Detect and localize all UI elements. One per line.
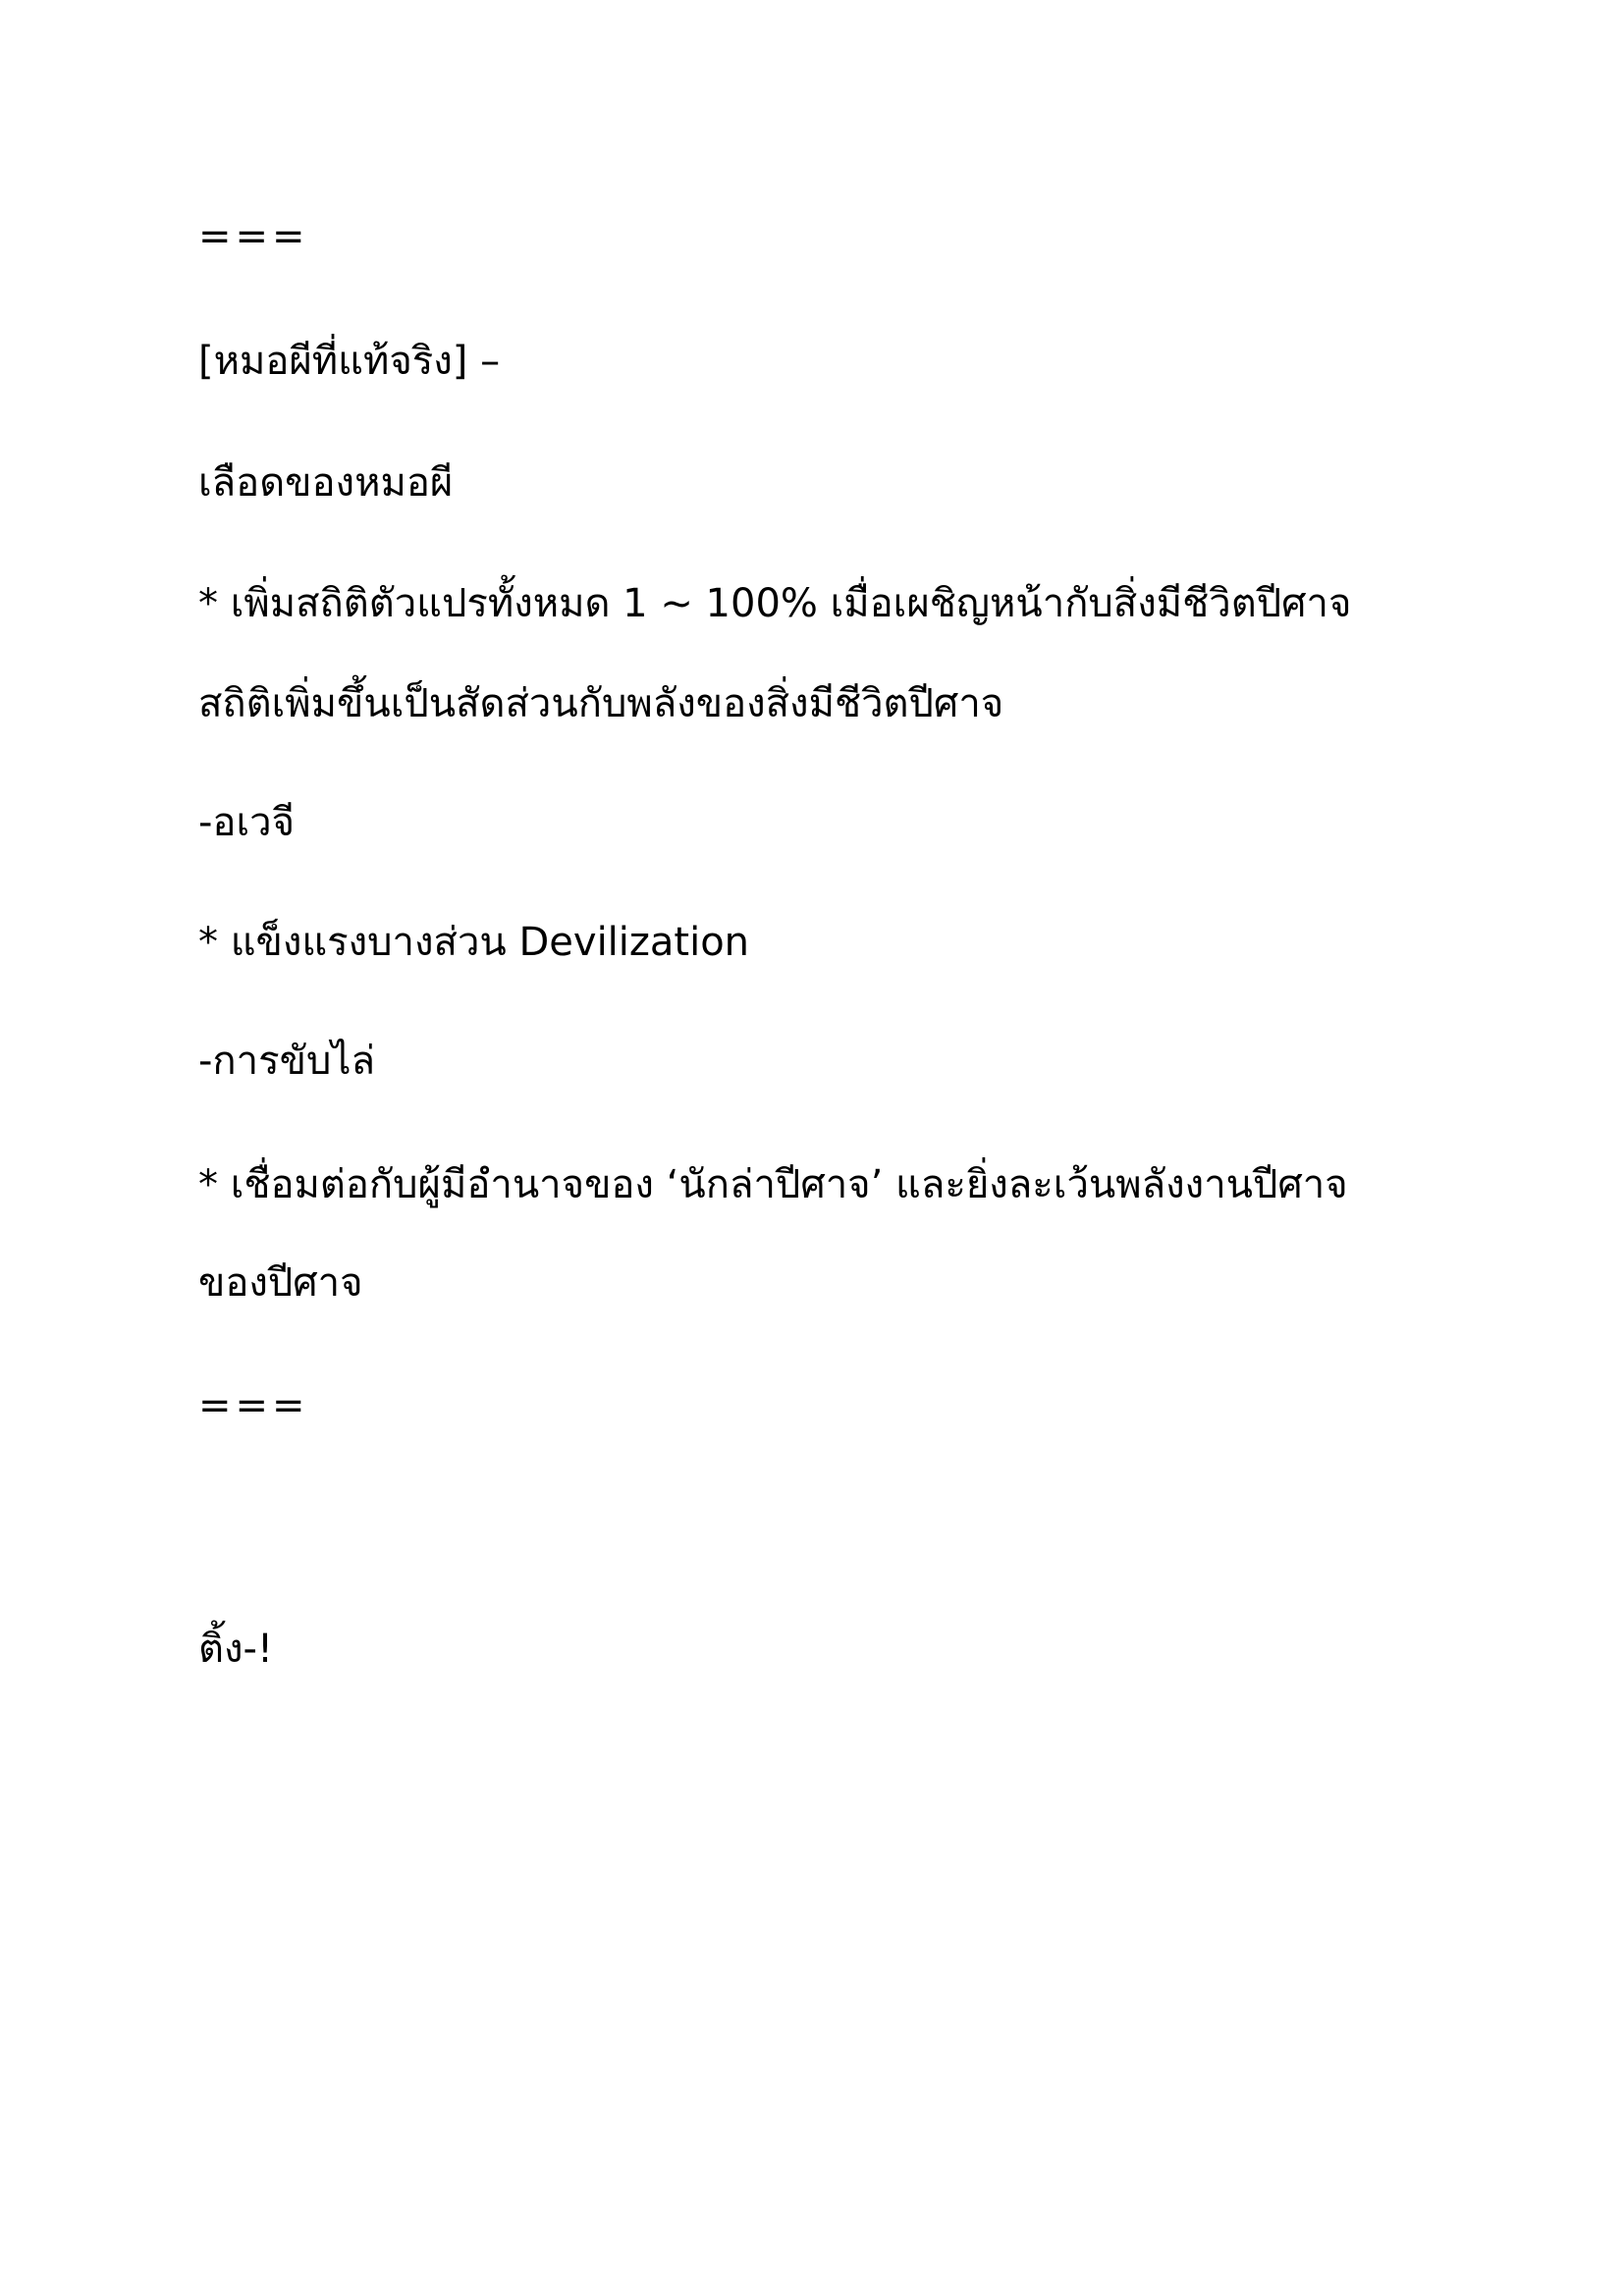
text-line: สถิติเพิ่มขึ้นเป็นสัดส่วนกับพลังของสิ่งมีชีวิตปีศาจ xyxy=(198,681,1004,726)
trait-heading: -อเวจี xyxy=(198,800,296,845)
text-line: ของปีศาจ xyxy=(198,1260,363,1306)
bullet-line: * แข็งแรงบางส่วน Devilization xyxy=(198,920,750,965)
skill-title: [หมอผีที่แท้จริง] – xyxy=(198,339,501,384)
sound-effect-line: ติ้ง-! xyxy=(198,1627,273,1672)
bullet-line: * เพิ่มสถิติตัวแปรทั้งหมด 1 ~ 100% เมื่อเผชิญหน้ากับสิ่งมีชีวิตปีศาจ xyxy=(198,581,1352,626)
separator-line: === xyxy=(198,1383,309,1428)
trait-heading: เลือดของหมอผี xyxy=(198,460,454,506)
trait-heading: -การขับไล่ xyxy=(198,1039,375,1084)
bullet-line: * เชื่อมต่อกับผู้มีอำนาจของ ‘นักล่าปีศาจ’ และยิ่งละเว้นพลังงานปีศาจ xyxy=(198,1162,1348,1207)
separator-line: === xyxy=(198,214,309,259)
